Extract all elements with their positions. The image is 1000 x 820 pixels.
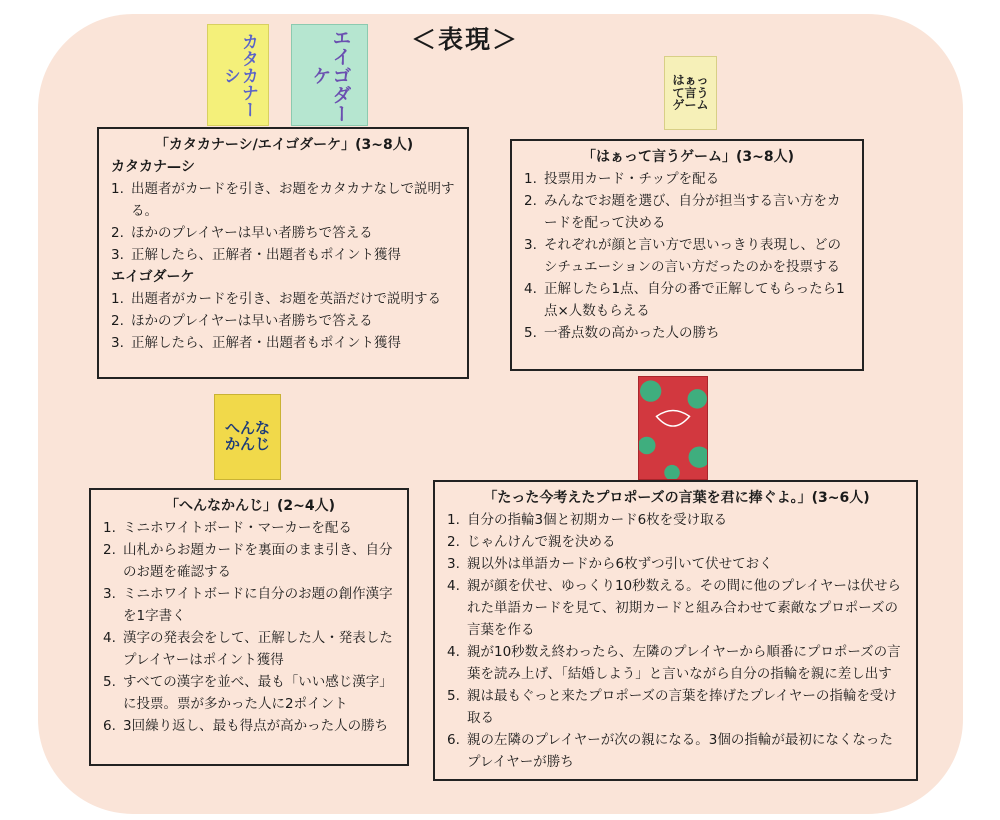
propose-box-art <box>639 376 707 480</box>
list-item: 1. 出題者がカードを引き、お題をカタカナなしで説明する。 <box>111 181 455 219</box>
haatte-card <box>510 139 864 371</box>
list-item: 2. ほかのプレイヤーは早い者勝ちで答える <box>111 313 373 329</box>
katakanashi-box-image <box>207 24 269 126</box>
propose-box-image <box>638 376 708 480</box>
section-subtitle: カタカナ—シ <box>111 159 195 175</box>
list-item: 1. 投票用カード・チップを配る <box>524 171 720 187</box>
list-item: 5. 親は最もぐっと来たプロポーズの言葉を捧げたプレイヤーの指輪を受け取る <box>447 688 897 726</box>
list-item: 4. 親が顔を伏せ、ゆっくり10秒数える。その間に他のプレイヤーは伏せられた単語カードを見て、初期カードと組み合わせて素敵なプロポーズの言葉を作る <box>447 578 901 638</box>
list-item: 4. 正解したら1点、自分の番で正解してもらったら1点×人数もらえる <box>524 281 845 319</box>
list-item: 6. 親の左隣のプレイヤーが次の親になる。3個の指輪が最初になくなったプレイヤーが勝ち <box>447 732 893 770</box>
list-item: 3. 正解したら、正解者・出題者もポイント獲得 <box>111 335 401 351</box>
list-item: 3. 親以外は単語カードから6枚ずつ引いて伏せておく <box>447 556 773 572</box>
rules-list <box>524 168 852 344</box>
haatte-box-label: はぁって言うゲーム <box>672 73 709 113</box>
card-title: 「へんなかんじ」(2~4人) <box>164 498 335 514</box>
list-item: 2. 山札からお題カードを裏面のまま引き、自分のお題を確認する <box>103 542 393 580</box>
list-item: 3. 正解したら、正解者・出題者もポイント獲得 <box>111 247 401 263</box>
list-item: 2. じゃんけんで親を決める <box>447 534 616 550</box>
list-item: 4. 漢字の発表会をして、正解した人・発表したプレイヤーはポイント獲得 <box>103 630 393 668</box>
list-item: 1. 自分の指輪3個と初期カード6枚を受け取る <box>447 512 728 528</box>
hennakanji-card <box>89 488 409 766</box>
katakanashi-box-label: カタカナーシ <box>220 32 258 118</box>
eigodaake-box-image <box>291 24 368 126</box>
list-item: 5. 一番点数の高かった人の勝ち <box>524 325 720 341</box>
card-title: 「たった今考えたプロポーズの言葉を君に捧ぐよ。」(3~6人) <box>483 490 870 506</box>
hennakanji-box-label: へんなかんじ <box>224 419 270 453</box>
rules-list <box>111 288 457 354</box>
rules-list <box>447 509 906 773</box>
card-title: 「はぁって言うゲーム」(3~8人) <box>581 149 794 165</box>
list-item: 6. 3回繰り返し、最も得点が高かった人の勝ち <box>103 718 389 734</box>
list-item: 5. すべての漢字を並べ、最も「いい感じ漢字」に投票。票が多かった人に2ポイント <box>103 674 393 712</box>
propose-card <box>433 480 918 781</box>
list-item: 2. みんなでお題を選び、自分が担当する言い方をカードを配って決める <box>524 193 841 231</box>
list-item: 4. 親が10秒数え終わったら、左隣のプレイヤーから順番にプロポーズの言葉を読み上げ、「結婚しよう」と言いながら自分の指輪を親に差し出す <box>447 644 901 682</box>
card-title: 「カタカナーシ/エイゴダーケ」(3~8人) <box>154 137 414 153</box>
page-title: ＜表現＞ <box>410 25 519 54</box>
rules-list <box>103 517 397 737</box>
list-item: 3. それぞれが顔と言い方で思いっきり表現し、どのシチュエーションの言い方だったのかを投票する <box>524 237 841 275</box>
eigodaake-box-label: エイゴダーケ <box>309 27 352 123</box>
rules-list <box>111 178 457 266</box>
hennakanji-box-image <box>214 394 281 480</box>
haatte-box-image <box>664 56 717 130</box>
list-item: 2. ほかのプレイヤーは早い者勝ちで答える <box>111 225 373 241</box>
list-item: 3. ミニホワイトボードに自分のお題の創作漢字を1字書く <box>103 586 393 624</box>
katakanashi-eigodaake-card <box>97 127 469 379</box>
list-item: 1. 出題者がカードを引き、お題を英語だけで説明する <box>111 291 441 307</box>
section-subtitle: エイゴダーケ <box>111 269 195 285</box>
list-item: 1. ミニホワイトボード・マーカーを配る <box>103 520 352 536</box>
